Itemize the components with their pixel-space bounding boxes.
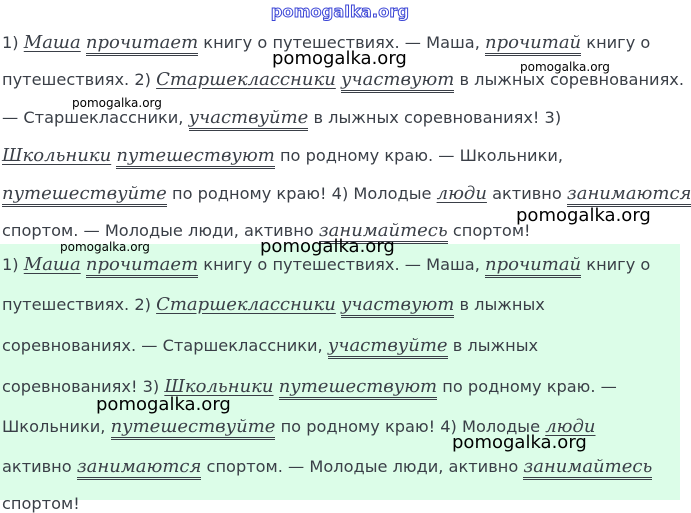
site-header-watermark: pomogalka.org	[270, 2, 410, 21]
predicate-word: путешествуют	[279, 376, 437, 400]
plain-text: в лыжных	[454, 295, 545, 314]
subject-word: Маша	[23, 254, 81, 275]
plain-text: по родному краю. — Школьники,	[274, 146, 564, 165]
plain-text: книгу о путешествиях. — Маша,	[198, 255, 486, 274]
subject-word: Старшеклассники	[156, 294, 336, 315]
plain-text: книгу о	[581, 255, 651, 274]
plain-text: в лыжных соревнованиях! 3)	[308, 108, 562, 127]
text-line	[2, 254, 650, 275]
plain-text: Школьники,	[2, 417, 111, 436]
watermark-text: pomogalka.org	[96, 394, 231, 415]
watermark-text: pomogalka.org	[452, 432, 587, 453]
watermark-text: pomogalka.org	[260, 236, 395, 257]
watermark-text: pomogalka.org	[60, 240, 150, 254]
text-line	[2, 494, 80, 513]
plain-text: по родному краю. —	[437, 377, 617, 396]
plain-text: по родному краю! 4) Молодые	[166, 184, 437, 203]
subject-word: люди	[545, 416, 596, 437]
text-line	[2, 456, 652, 477]
plain-text: спортом. — Молодые люди, активно	[2, 221, 319, 240]
plain-text: спортом!	[447, 221, 531, 240]
predicate-word: прочитает	[86, 32, 198, 56]
text-line	[2, 145, 563, 166]
subject-word: Маша	[23, 32, 81, 53]
plain-text: в лыжных соревнованиях.	[454, 70, 685, 89]
predicate-word: занимаются	[77, 456, 202, 480]
text-line	[2, 294, 545, 315]
plain-text: путешествиях. 2)	[2, 295, 157, 314]
plain-text: соревнованиях! 3)	[2, 377, 165, 396]
text-line	[2, 107, 561, 128]
predicate-word: участвуют	[341, 69, 454, 93]
predicate-word: путешествуйте	[2, 183, 167, 207]
predicate-word: прочитай	[485, 32, 581, 56]
plain-text: книгу о	[581, 33, 651, 52]
text-line	[2, 376, 617, 397]
predicate-word: занимайтесь	[523, 456, 652, 480]
plain-text: активно	[486, 184, 567, 203]
plain-text: книгу о путешествиях. — Маша,	[198, 33, 486, 52]
plain-text: спортом. — Молодые люди, активно	[201, 457, 524, 476]
plain-text	[274, 377, 279, 396]
watermark-text: pomogalka.org	[520, 60, 610, 74]
predicate-word: занимаются	[567, 183, 691, 207]
predicate-word: прочитай	[485, 254, 581, 278]
text-line	[2, 335, 538, 356]
plain-text: 1)	[2, 33, 24, 52]
answer-highlight-block	[0, 244, 680, 513]
subject-word: Школьники	[2, 145, 112, 166]
subject-word: люди	[436, 183, 487, 204]
plain-text: активно	[2, 457, 77, 476]
predicate-word: занимайтесь	[319, 220, 448, 244]
plain-text: спортом!	[2, 494, 80, 513]
predicate-word: путешествуют	[116, 145, 274, 169]
plain-text: — Старшеклассники,	[2, 108, 189, 127]
text-line	[2, 183, 691, 204]
plain-text: соревнованиях. — Старшеклассники,	[2, 336, 328, 355]
predicate-word: путешествуйте	[111, 416, 276, 440]
predicate-word: прочитает	[86, 254, 198, 278]
subject-word: Старшеклассники	[156, 69, 336, 90]
plain-text: путешествиях. 2)	[2, 70, 157, 89]
watermark-text: pomogalka.org	[516, 205, 651, 226]
plain-text: 1)	[2, 255, 24, 274]
predicate-word: участвуйте	[328, 335, 448, 359]
watermark-text: pomogalka.org	[272, 48, 407, 69]
plain-text: по родному краю! 4) Молодые	[275, 417, 546, 436]
predicate-word: участвуют	[341, 294, 454, 318]
subject-word: Школьники	[164, 376, 274, 397]
predicate-word: участвуйте	[189, 107, 309, 131]
plain-text: в лыжных	[447, 336, 539, 355]
watermark-text: pomogalka.org	[72, 96, 162, 110]
